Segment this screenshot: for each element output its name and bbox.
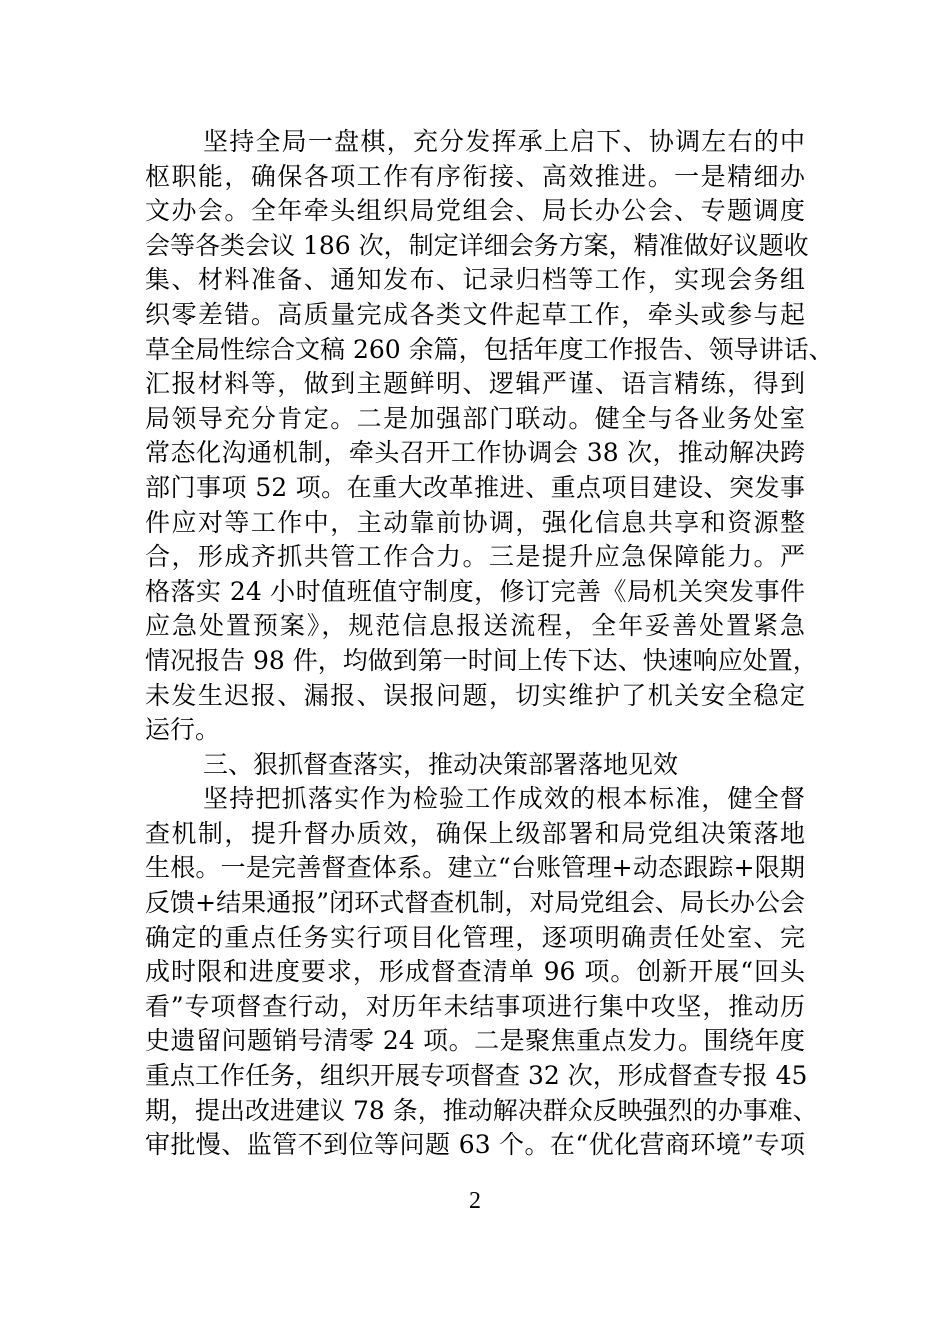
paragraph-line: 局领导充分肯定。二是加强部门联动。健全与各业务处室: [145, 403, 805, 433]
paragraph-line: 草全局性综合文稿 260 余篇，包括年度工作报告、领导讲话、: [145, 334, 834, 364]
paragraph-line: 坚持把抓落实作为检验工作成效的根本标准，健全督: [203, 784, 805, 814]
paragraph-line: 常态化沟通机制，牵头召开工作协调会 38 次，推动解决跨: [145, 438, 805, 468]
paragraph-line: 看”专项督查行动，对历年未结事项进行集中攻坚，推动历: [145, 991, 805, 1021]
paragraph-line: 织零差错。高质量完成各类文件起草工作，牵头或参与起: [145, 299, 805, 329]
paragraph-line: 生根。一是完善督查体系。建立“台账管理+动态跟踪+限期: [145, 853, 805, 883]
paragraph-line: 未发生迟报、漏报、误报问题，切实维护了机关安全稳定: [145, 680, 805, 710]
paragraph-line: 运行。: [145, 715, 221, 745]
paragraph-line: 会等各类会议 186 次，制定详细会务方案，精准做好议题收: [145, 230, 809, 260]
paragraph-line: 查机制，提升督办质效，确保上级部署和局党组决策落地: [145, 818, 805, 848]
paragraph-line: 期，提出改进建议 78 条，推动解决群众反映强烈的办事难、: [145, 1095, 818, 1125]
page-number: 2: [469, 1188, 481, 1214]
paragraph-line: 文办会。全年牵头组织局党组会、局长办公会、专题调度: [145, 196, 805, 226]
document-body: [145, 125, 834, 1163]
paragraph-line: 审批慢、监管不到位等问题 63 个。在“优化营商环境”专项: [145, 1130, 805, 1160]
paragraph-line: 重点工作任务，组织开展专项督查 32 次，形成督查专报 45: [145, 1061, 808, 1091]
paragraph-line: 合，形成齐抓共管工作合力。三是提升应急保障能力。严: [145, 542, 805, 572]
paragraph-line: 情况报告 98 件，均做到第一时间上传下达、快速响应处置，: [145, 645, 818, 675]
paragraph-line: 部门事项 52 项。在重大改革推进、重点项目建设、突发事: [145, 472, 805, 502]
paragraph-line: 确定的重点任务实行项目化管理，逐项明确责任处室、完: [145, 922, 805, 952]
section-heading: 三、狠抓督查落实，推动决策部署落地见效: [203, 749, 679, 779]
paragraph-line: 件应对等工作中，主动靠前协调，强化信息共享和资源整: [145, 507, 805, 537]
paragraph-line: 成时限和进度要求，形成督查清单 96 项。创新开展“回头: [145, 957, 805, 987]
paragraph-line: 格落实 24 小时值班值守制度，修订完善《局机关突发事件: [145, 576, 805, 606]
paragraph-line: 坚持全局一盘棋，充分发挥承上启下、协调左右的中: [203, 127, 805, 156]
paragraph-line: 汇报材料等，做到主题鲜明、逻辑严谨、语言精练，得到: [145, 369, 805, 399]
paragraph-line: 枢职能，确保各项工作有序衔接、高效推进。一是精细办: [145, 161, 805, 191]
paragraph-line: 反馈+结果通报”闭环式督查机制，对局党组会、局长办公会: [145, 888, 805, 918]
paragraph-line: 应急处置预案》，规范信息报送流程，全年妥善处置紧急: [145, 611, 805, 641]
paragraph-line: 史遗留问题销号清零 24 项。二是聚焦重点发力。围绕年度: [145, 1026, 805, 1056]
paragraph-line: 集、材料准备、通知发布、记录归档等工作，实现会务组: [145, 265, 805, 295]
